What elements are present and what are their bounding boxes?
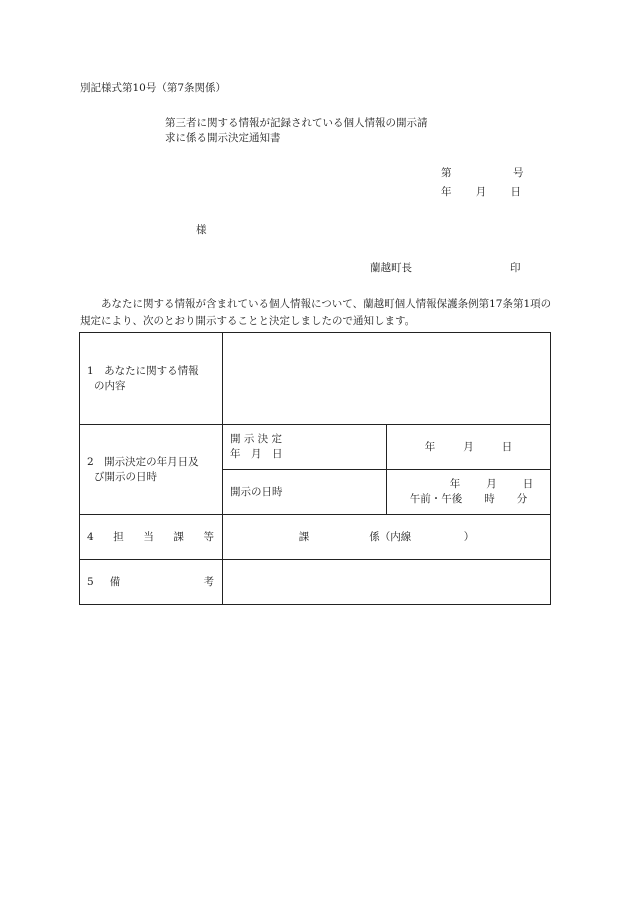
info-label-line-1: 1 あなたに関する情報: [87, 364, 199, 377]
issue-date-year: 年: [441, 186, 452, 198]
decision-year: 年: [424, 440, 436, 453]
table-row-decision-date: [80, 425, 551, 470]
department-ka: 課: [298, 530, 310, 543]
seal-mark: 印: [510, 262, 521, 274]
title-line-2: 求に係る開示決定通知書: [165, 132, 281, 144]
document-title: [165, 116, 428, 146]
department-label-char-1: 担: [113, 530, 124, 543]
decision-month: 月: [463, 440, 474, 453]
disclosure-year: 年: [449, 478, 461, 490]
department-label: [80, 515, 223, 560]
disclosure-time-value: [387, 470, 551, 515]
decision-label: [80, 425, 223, 515]
disclosure-minute: 分: [516, 493, 528, 505]
addressee-suffix: 様: [196, 224, 207, 236]
table-row-info: [80, 333, 551, 425]
remarks-label-char-1: 備: [109, 575, 121, 588]
table-row-department: [80, 515, 551, 560]
department-value: [223, 515, 551, 560]
title-line-1: 第三者に関する情報が記録されている個人情報の開示請: [165, 117, 428, 129]
issuer-name: 蘭越町長: [370, 262, 412, 274]
table-row-remarks: [80, 560, 551, 605]
department-label-char-4: 等: [203, 530, 214, 543]
department-kakari: 係（内線 ）: [369, 530, 475, 543]
document-number-label: 第: [441, 167, 452, 179]
decision-day: 日: [501, 440, 513, 453]
body-text: あなたに関する情報が含まれている個人情報について、蘭越町個人情報保護条例第17条第1項の規定により、次のとおり開示することと決定しましたので通知します。: [80, 298, 552, 327]
department-label-char-3: 課: [173, 530, 184, 543]
decision-date-label-line-2: 年 月 日: [230, 448, 283, 460]
decision-date-label-line-1: 開 示 決 定: [230, 433, 283, 445]
department-label-char-2: 当: [143, 530, 154, 543]
disclosure-month: 月: [486, 478, 497, 490]
document-number-suffix: 号: [513, 167, 524, 179]
info-label: [80, 333, 223, 425]
decision-label-line-1: 2 開示決定の年月日及: [87, 455, 199, 468]
decision-date-value: [387, 425, 551, 470]
disclosure-time-label: 開示の日時: [223, 470, 387, 515]
remarks-label-num: 5: [87, 575, 94, 588]
department-label-num: 4: [87, 530, 94, 543]
info-label-line-2: の内容: [94, 379, 126, 392]
issue-date-day: 日: [510, 186, 521, 198]
disclosure-ampm: 午前・午後: [409, 493, 463, 505]
disclosure-hour: 時: [484, 493, 495, 505]
info-value: [223, 333, 551, 425]
remarks-label: [80, 560, 223, 605]
remarks-value: [223, 560, 551, 605]
decision-date-label: [223, 425, 387, 470]
disclosure-day: 日: [522, 478, 534, 490]
disclosure-table: [79, 332, 551, 605]
issue-date-month: 月: [475, 186, 487, 198]
decision-label-line-2: び開示の日時: [94, 470, 157, 483]
remarks-label-char-2: 考: [203, 575, 214, 588]
form-id: 別記様式第10号（第7条関係）: [80, 82, 227, 94]
issue-date: [441, 186, 521, 200]
